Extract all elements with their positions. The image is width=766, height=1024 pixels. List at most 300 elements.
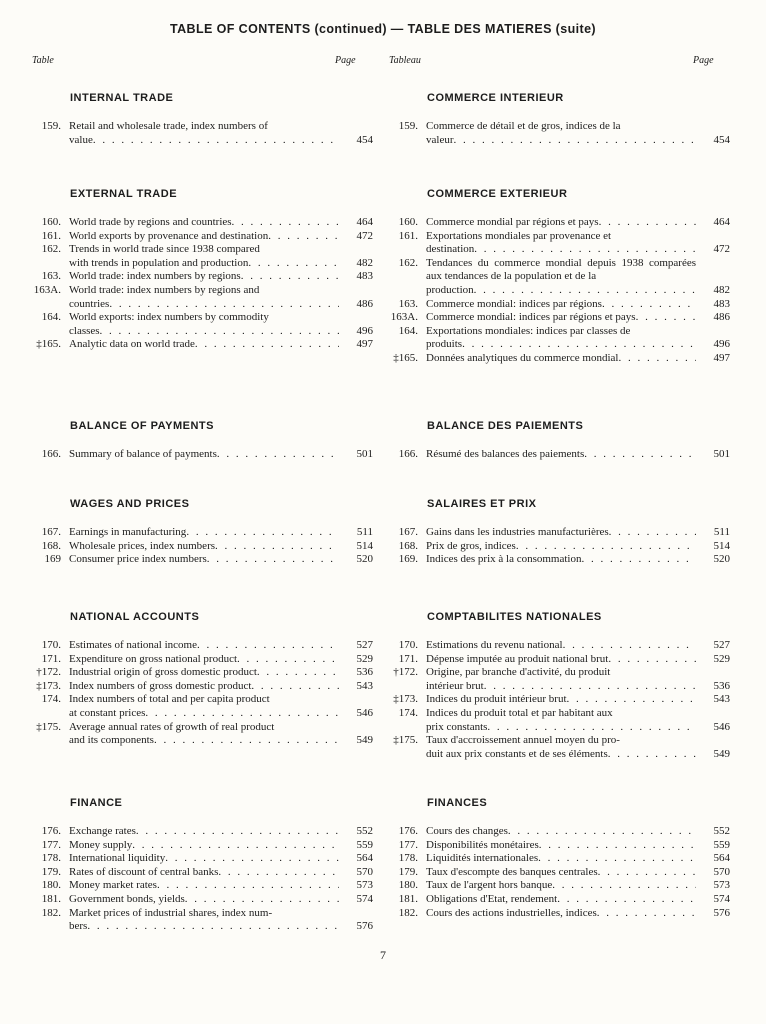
french-column bbox=[389, 0, 734, 1024]
entry-text-end: valeur bbox=[426, 133, 454, 146]
toc-entry[interactable] bbox=[32, 526, 377, 540]
entry-list bbox=[389, 216, 734, 366]
entry-text-end: Summary of balance of payments bbox=[69, 448, 217, 460]
page-ref: 472 bbox=[713, 243, 730, 256]
entry-last-line bbox=[69, 879, 339, 893]
table-number: 181. bbox=[398, 892, 418, 905]
entry-list bbox=[32, 216, 377, 352]
table-number: 163A. bbox=[390, 311, 418, 324]
entry-text-end: Money supply bbox=[69, 838, 133, 851]
page-ref: 483 bbox=[713, 297, 730, 310]
page-ref: 543 bbox=[713, 693, 730, 706]
toc-entry[interactable] bbox=[32, 338, 377, 352]
table-number: ‡165. bbox=[36, 338, 61, 351]
toc-entry[interactable] bbox=[389, 839, 734, 853]
table-number: 180. bbox=[398, 879, 418, 892]
entry-text-end: production bbox=[426, 283, 474, 296]
page-ref: 573 bbox=[713, 879, 730, 892]
toc-entry[interactable] bbox=[32, 284, 377, 311]
toc-entry[interactable] bbox=[32, 639, 377, 653]
entry-title bbox=[426, 852, 696, 866]
entry-text: Origine, par branche d'activité, du produit bbox=[426, 666, 611, 679]
toc-entry[interactable] bbox=[389, 311, 734, 325]
entry-text-end: Rates of discount of central banks bbox=[69, 865, 219, 878]
dot-leader bbox=[487, 721, 696, 735]
toc-entry[interactable] bbox=[32, 243, 377, 270]
entry-last-line bbox=[426, 639, 696, 653]
entry-text-end: Gains dans les industries manufacturières bbox=[426, 526, 609, 538]
dot-leader bbox=[484, 680, 696, 694]
toc-entry[interactable] bbox=[32, 120, 377, 147]
section-title: WAGES AND PRICES bbox=[70, 498, 190, 510]
entry-last-line bbox=[426, 866, 696, 880]
entry-title bbox=[426, 707, 696, 734]
toc-entry[interactable] bbox=[389, 298, 734, 312]
toc-entry[interactable] bbox=[32, 879, 377, 893]
entry-text: Index numbers of total and per capita product bbox=[69, 693, 270, 706]
entry-text: Market prices of industrial shares, index num- bbox=[69, 906, 273, 919]
toc-entry[interactable] bbox=[389, 734, 734, 761]
toc-entry[interactable] bbox=[389, 120, 734, 147]
entry-last-line bbox=[426, 839, 696, 853]
table-number: 176. bbox=[41, 825, 61, 837]
entry-title bbox=[426, 639, 696, 653]
table-number: 179. bbox=[41, 865, 61, 878]
page-ref: 501 bbox=[713, 448, 730, 460]
table-number: 170. bbox=[398, 639, 418, 651]
entry-last-line bbox=[426, 216, 696, 230]
entry-text-end: Expenditure on gross national product bbox=[69, 652, 238, 665]
table-number: 178. bbox=[41, 852, 61, 865]
page-title: TABLE OF CONTENTS (continued) — TABLE DES MATIERES (suite) bbox=[170, 22, 596, 36]
dot-leader bbox=[165, 852, 339, 866]
entry-text-end: with trends in population and production bbox=[69, 256, 249, 269]
entry-last-line bbox=[426, 653, 696, 667]
table-number: ‡175. bbox=[393, 734, 418, 747]
entry-text-end: Estimations du revenu national bbox=[426, 639, 563, 651]
entry-text: Trends in world trade since 1938 compared bbox=[69, 243, 260, 256]
table-number: 166. bbox=[398, 448, 418, 460]
entry-title bbox=[69, 448, 339, 462]
entry-text-end: Commerce mondial: indices par régions bbox=[426, 297, 602, 310]
toc-entry[interactable] bbox=[389, 216, 734, 230]
table-number: †172. bbox=[36, 666, 61, 679]
entry-text: World trade: index numbers by regions and bbox=[69, 283, 260, 296]
entry-title bbox=[69, 907, 339, 934]
entry-last-line bbox=[426, 298, 696, 312]
entry-text-end: World trade by regions and countries bbox=[69, 216, 232, 228]
table-number: 162. bbox=[398, 256, 418, 269]
entry-text-end: at constant prices bbox=[69, 706, 146, 719]
page-ref: 514 bbox=[356, 539, 373, 552]
page-ref: 501 bbox=[356, 448, 373, 460]
column-header-table: Table bbox=[32, 55, 54, 66]
entry-last-line bbox=[69, 540, 339, 554]
entry-text-end: Obligations d'Etat, rendement bbox=[426, 892, 558, 905]
dot-leader bbox=[157, 879, 339, 893]
page-ref: 454 bbox=[713, 133, 730, 146]
entry-title bbox=[69, 553, 339, 567]
entry-title bbox=[426, 311, 696, 325]
page-ref: 559 bbox=[356, 838, 373, 851]
dot-leader bbox=[237, 653, 339, 667]
dot-leader bbox=[563, 639, 696, 653]
entry-title bbox=[69, 284, 339, 311]
entry-last-line bbox=[69, 338, 339, 352]
table-number: 174. bbox=[41, 693, 61, 706]
dot-leader bbox=[474, 243, 696, 257]
column-header-page-fr: Page bbox=[693, 55, 714, 66]
entry-text-end: Prix de gros, indices bbox=[426, 539, 516, 552]
entry-text-end: countries bbox=[69, 297, 110, 310]
entry-title bbox=[69, 721, 339, 748]
dot-leader bbox=[557, 893, 696, 907]
entry-text-end: duit aux prix constants et de ses éléments bbox=[426, 747, 608, 760]
entry-title bbox=[69, 893, 339, 907]
page-ref: 570 bbox=[356, 865, 373, 878]
entry-last-line bbox=[426, 540, 696, 554]
entry-text: Retail and wholesale trade, index numbers of bbox=[69, 120, 268, 132]
section-title: INTERNAL TRADE bbox=[70, 92, 174, 104]
toc-entry[interactable] bbox=[389, 907, 734, 921]
toc-entry[interactable] bbox=[32, 553, 377, 567]
entry-list bbox=[32, 120, 377, 147]
table-number: 171. bbox=[398, 652, 418, 665]
entry-list bbox=[389, 448, 734, 462]
entry-text-end: World exports by provenance and destination bbox=[69, 229, 269, 242]
dot-leader bbox=[597, 907, 696, 921]
dot-leader bbox=[100, 325, 339, 339]
entry-text-end: Commerce mondial: indices par régions et pays bbox=[426, 311, 636, 324]
table-number: 177. bbox=[41, 838, 61, 851]
entry-list bbox=[389, 526, 734, 567]
dot-leader bbox=[248, 257, 339, 271]
page-ref: 549 bbox=[713, 747, 730, 760]
table-number: 181. bbox=[41, 892, 61, 905]
toc-entry[interactable] bbox=[32, 540, 377, 554]
page-ref: 552 bbox=[713, 825, 730, 837]
toc-entry[interactable] bbox=[389, 639, 734, 653]
dot-leader bbox=[241, 270, 339, 284]
toc-entry[interactable] bbox=[389, 693, 734, 707]
entry-text-end: Earnings in manufacturing bbox=[69, 526, 187, 538]
entry-text-end: Liquidités internationales bbox=[426, 852, 539, 865]
table-number: 164. bbox=[41, 311, 61, 324]
entry-last-line bbox=[69, 707, 339, 721]
page-ref: 543 bbox=[356, 679, 373, 692]
entry-title bbox=[426, 448, 696, 462]
entry-title bbox=[426, 734, 696, 761]
dot-leader bbox=[136, 825, 339, 839]
entry-list bbox=[32, 825, 377, 934]
entry-last-line bbox=[426, 448, 696, 462]
entry-last-line bbox=[426, 243, 696, 257]
toc-entry[interactable] bbox=[389, 666, 734, 693]
table-number: 159. bbox=[41, 120, 61, 132]
entry-last-line bbox=[426, 553, 696, 567]
entry-title bbox=[69, 866, 339, 880]
entry-title bbox=[69, 680, 339, 694]
toc-entry[interactable] bbox=[389, 825, 734, 839]
toc-entry[interactable] bbox=[32, 893, 377, 907]
entry-last-line bbox=[426, 721, 696, 735]
page-ref: 454 bbox=[356, 133, 373, 146]
page-ref: 570 bbox=[713, 865, 730, 878]
dot-leader bbox=[154, 734, 339, 748]
section-title: SALAIRES ET PRIX bbox=[427, 498, 537, 510]
entry-title bbox=[69, 526, 339, 540]
table-number: 179. bbox=[398, 865, 418, 878]
entry-title bbox=[426, 257, 696, 298]
page-ref: 511 bbox=[713, 526, 730, 538]
toc-entry[interactable] bbox=[389, 230, 734, 257]
entry-last-line bbox=[426, 680, 696, 694]
dot-leader bbox=[618, 352, 696, 366]
dot-leader bbox=[599, 216, 696, 230]
entry-last-line bbox=[69, 852, 339, 866]
dot-leader bbox=[218, 866, 339, 880]
entry-last-line bbox=[69, 734, 339, 748]
toc-entry[interactable] bbox=[389, 879, 734, 893]
entry-last-line bbox=[69, 639, 339, 653]
table-number: 182. bbox=[398, 906, 418, 919]
entry-text-end: Disponibilités monétaires bbox=[426, 838, 539, 851]
toc-entry[interactable] bbox=[389, 707, 734, 734]
entry-title bbox=[426, 693, 696, 707]
entry-title bbox=[426, 825, 696, 839]
entry-text-end: Indices des prix à la consommation bbox=[426, 553, 582, 566]
page-ref: 546 bbox=[713, 720, 730, 733]
column-header-tableau: Tableau bbox=[389, 55, 421, 66]
toc-entry[interactable] bbox=[389, 653, 734, 667]
entry-text-end: International liquidity bbox=[69, 852, 166, 865]
dot-leader bbox=[609, 526, 696, 540]
entry-last-line bbox=[426, 852, 696, 866]
section-title: BALANCE OF PAYMENTS bbox=[70, 420, 214, 432]
entry-text-end: Index numbers of gross domestic product bbox=[69, 679, 252, 692]
toc-entry[interactable] bbox=[389, 448, 734, 462]
table-number: 169. bbox=[398, 553, 418, 566]
column-header-page: Page bbox=[335, 55, 356, 66]
toc-entry[interactable] bbox=[32, 907, 377, 934]
toc-entry[interactable] bbox=[32, 680, 377, 694]
dot-leader bbox=[608, 748, 696, 762]
page-ref: 529 bbox=[356, 652, 373, 665]
entry-text-end: Analytic data on world trade bbox=[69, 338, 195, 351]
toc-entry[interactable] bbox=[32, 216, 377, 230]
page-ref: 482 bbox=[356, 256, 373, 269]
toc-entry[interactable] bbox=[32, 839, 377, 853]
toc-entry[interactable] bbox=[32, 230, 377, 244]
toc-entry[interactable] bbox=[389, 852, 734, 866]
table-number: 164. bbox=[398, 324, 418, 337]
entry-title bbox=[69, 839, 339, 853]
toc-entry[interactable] bbox=[32, 693, 377, 720]
toc-entry[interactable] bbox=[389, 553, 734, 567]
table-number: 174. bbox=[398, 706, 418, 719]
entry-title bbox=[69, 230, 339, 244]
dot-leader bbox=[602, 298, 696, 312]
table-number: 166. bbox=[41, 448, 61, 460]
entry-last-line bbox=[69, 653, 339, 667]
page-ref: 483 bbox=[356, 270, 373, 283]
entry-text-end: Indices du produit intérieur brut bbox=[426, 693, 567, 706]
page-ref: 497 bbox=[356, 338, 373, 351]
entry-title bbox=[426, 553, 696, 567]
entry-title bbox=[69, 120, 339, 147]
dot-leader bbox=[87, 920, 339, 934]
table-number: ‡173. bbox=[36, 679, 61, 692]
table-number: †172. bbox=[393, 666, 418, 679]
entry-text: Average annual rates of growth of real product bbox=[69, 720, 275, 733]
table-number: 176. bbox=[398, 825, 418, 837]
entry-text-end: Estimates of national income bbox=[69, 639, 197, 651]
entry-title bbox=[426, 526, 696, 540]
entry-title bbox=[426, 879, 696, 893]
toc-entry[interactable] bbox=[32, 866, 377, 880]
toc-entry[interactable] bbox=[389, 352, 734, 366]
entry-last-line bbox=[426, 748, 696, 762]
page-ref: 573 bbox=[356, 879, 373, 892]
page-ref: 514 bbox=[713, 539, 730, 552]
toc-entry[interactable] bbox=[32, 270, 377, 284]
page-ref: 576 bbox=[356, 920, 373, 933]
entry-last-line bbox=[69, 216, 339, 230]
entry-title bbox=[426, 120, 696, 147]
dot-leader bbox=[453, 134, 696, 148]
dot-leader bbox=[251, 680, 339, 694]
entry-last-line bbox=[426, 825, 696, 839]
entry-last-line bbox=[69, 839, 339, 853]
toc-entry[interactable] bbox=[389, 325, 734, 352]
entry-text-end: Taux de l'argent hors banque bbox=[426, 879, 553, 892]
entry-title bbox=[69, 639, 339, 653]
toc-entry[interactable] bbox=[389, 257, 734, 298]
entry-text-end: bers bbox=[69, 920, 88, 933]
table-number: 178. bbox=[398, 852, 418, 865]
english-column bbox=[32, 0, 377, 1024]
toc-entry[interactable] bbox=[389, 866, 734, 880]
entry-last-line bbox=[69, 666, 339, 680]
entry-last-line bbox=[426, 907, 696, 921]
dot-leader bbox=[539, 839, 696, 853]
dot-leader bbox=[132, 839, 339, 853]
entry-title bbox=[69, 825, 339, 839]
dot-leader bbox=[552, 879, 696, 893]
page-ref: 536 bbox=[713, 679, 730, 692]
entry-last-line bbox=[69, 920, 339, 934]
dot-leader bbox=[268, 230, 339, 244]
entry-text-end: intérieur brut bbox=[426, 679, 484, 692]
entry-list bbox=[32, 526, 377, 567]
section-title: COMMERCE EXTERIEUR bbox=[427, 188, 568, 200]
page-ref: 559 bbox=[713, 838, 730, 851]
toc-entry[interactable] bbox=[32, 653, 377, 667]
entry-text: World exports: index numbers by commodity bbox=[69, 311, 269, 324]
table-number: 163. bbox=[41, 270, 61, 283]
entry-title bbox=[69, 216, 339, 230]
entry-text: Exportations mondiales: indices par classes de bbox=[426, 324, 631, 337]
page-ref: 564 bbox=[713, 852, 730, 865]
entry-title bbox=[426, 839, 696, 853]
entry-text-end: prix constants bbox=[426, 720, 488, 733]
entry-text: Taux d'accroissement annuel moyen du pro- bbox=[426, 734, 620, 747]
page-ref: 549 bbox=[356, 734, 373, 747]
entry-text-end: Government bonds, yields bbox=[69, 892, 185, 905]
table-number: 160. bbox=[41, 216, 61, 228]
table-number: 169 bbox=[44, 553, 61, 566]
entry-text-end: Wholesale prices, index numbers bbox=[69, 539, 216, 552]
page-ref: 511 bbox=[356, 526, 373, 538]
page-ref: 486 bbox=[356, 297, 373, 310]
toc-entry[interactable] bbox=[32, 448, 377, 462]
section-title: NATIONAL ACCOUNTS bbox=[70, 611, 200, 623]
table-number: 168. bbox=[398, 539, 418, 552]
dot-leader bbox=[567, 693, 696, 707]
entry-title bbox=[426, 216, 696, 230]
entry-last-line bbox=[69, 298, 339, 312]
page-ref: 527 bbox=[713, 639, 730, 651]
toc-entry[interactable] bbox=[32, 666, 377, 680]
entry-list bbox=[389, 639, 734, 761]
toc-entry[interactable] bbox=[32, 825, 377, 839]
entry-text-end: Consumer price index numbers bbox=[69, 553, 207, 566]
entry-text-end: Données analytiques du commerce mondial bbox=[426, 351, 619, 364]
entry-text-end: Dépense imputée au produit national brut bbox=[426, 652, 609, 665]
entry-title bbox=[69, 243, 339, 270]
dot-leader bbox=[462, 338, 696, 352]
entry-text-end: World trade: index numbers by regions bbox=[69, 270, 241, 283]
toc-entry[interactable] bbox=[389, 526, 734, 540]
table-number: 180. bbox=[41, 879, 61, 892]
table-number: ‡173. bbox=[393, 693, 418, 706]
page-ref: 564 bbox=[356, 852, 373, 865]
entry-text-end: Exchange rates bbox=[69, 825, 136, 837]
entry-text-end: Commerce mondial par régions et pays bbox=[426, 216, 599, 228]
entry-title bbox=[426, 907, 696, 921]
dot-leader bbox=[185, 893, 339, 907]
toc-entry[interactable] bbox=[389, 893, 734, 907]
table-number: 182. bbox=[41, 906, 61, 919]
dot-leader bbox=[197, 639, 339, 653]
dot-leader bbox=[584, 448, 696, 462]
toc-entry[interactable] bbox=[32, 721, 377, 748]
table-number: 161. bbox=[398, 229, 418, 242]
toc-entry[interactable] bbox=[32, 852, 377, 866]
dot-leader bbox=[538, 852, 696, 866]
entry-text-end: Taux d'escompte des banques centrales bbox=[426, 865, 598, 878]
entry-last-line bbox=[426, 693, 696, 707]
entry-text-end: Industrial origin of gross domestic product bbox=[69, 666, 257, 679]
toc-entry[interactable] bbox=[32, 311, 377, 338]
dot-leader bbox=[257, 666, 339, 680]
entry-last-line bbox=[69, 893, 339, 907]
toc-entry[interactable] bbox=[389, 540, 734, 554]
entry-last-line bbox=[69, 325, 339, 339]
entry-last-line bbox=[426, 284, 696, 298]
entry-title bbox=[69, 693, 339, 720]
dot-leader bbox=[516, 540, 696, 554]
dot-leader bbox=[145, 707, 339, 721]
entry-last-line bbox=[69, 866, 339, 880]
dot-leader bbox=[598, 866, 696, 880]
entry-last-line bbox=[426, 311, 696, 325]
table-number: 167. bbox=[398, 526, 418, 538]
entry-title bbox=[426, 653, 696, 667]
entry-text-end: Money market rates bbox=[69, 879, 157, 892]
entry-title bbox=[426, 325, 696, 352]
section-title: EXTERNAL TRADE bbox=[70, 188, 178, 200]
